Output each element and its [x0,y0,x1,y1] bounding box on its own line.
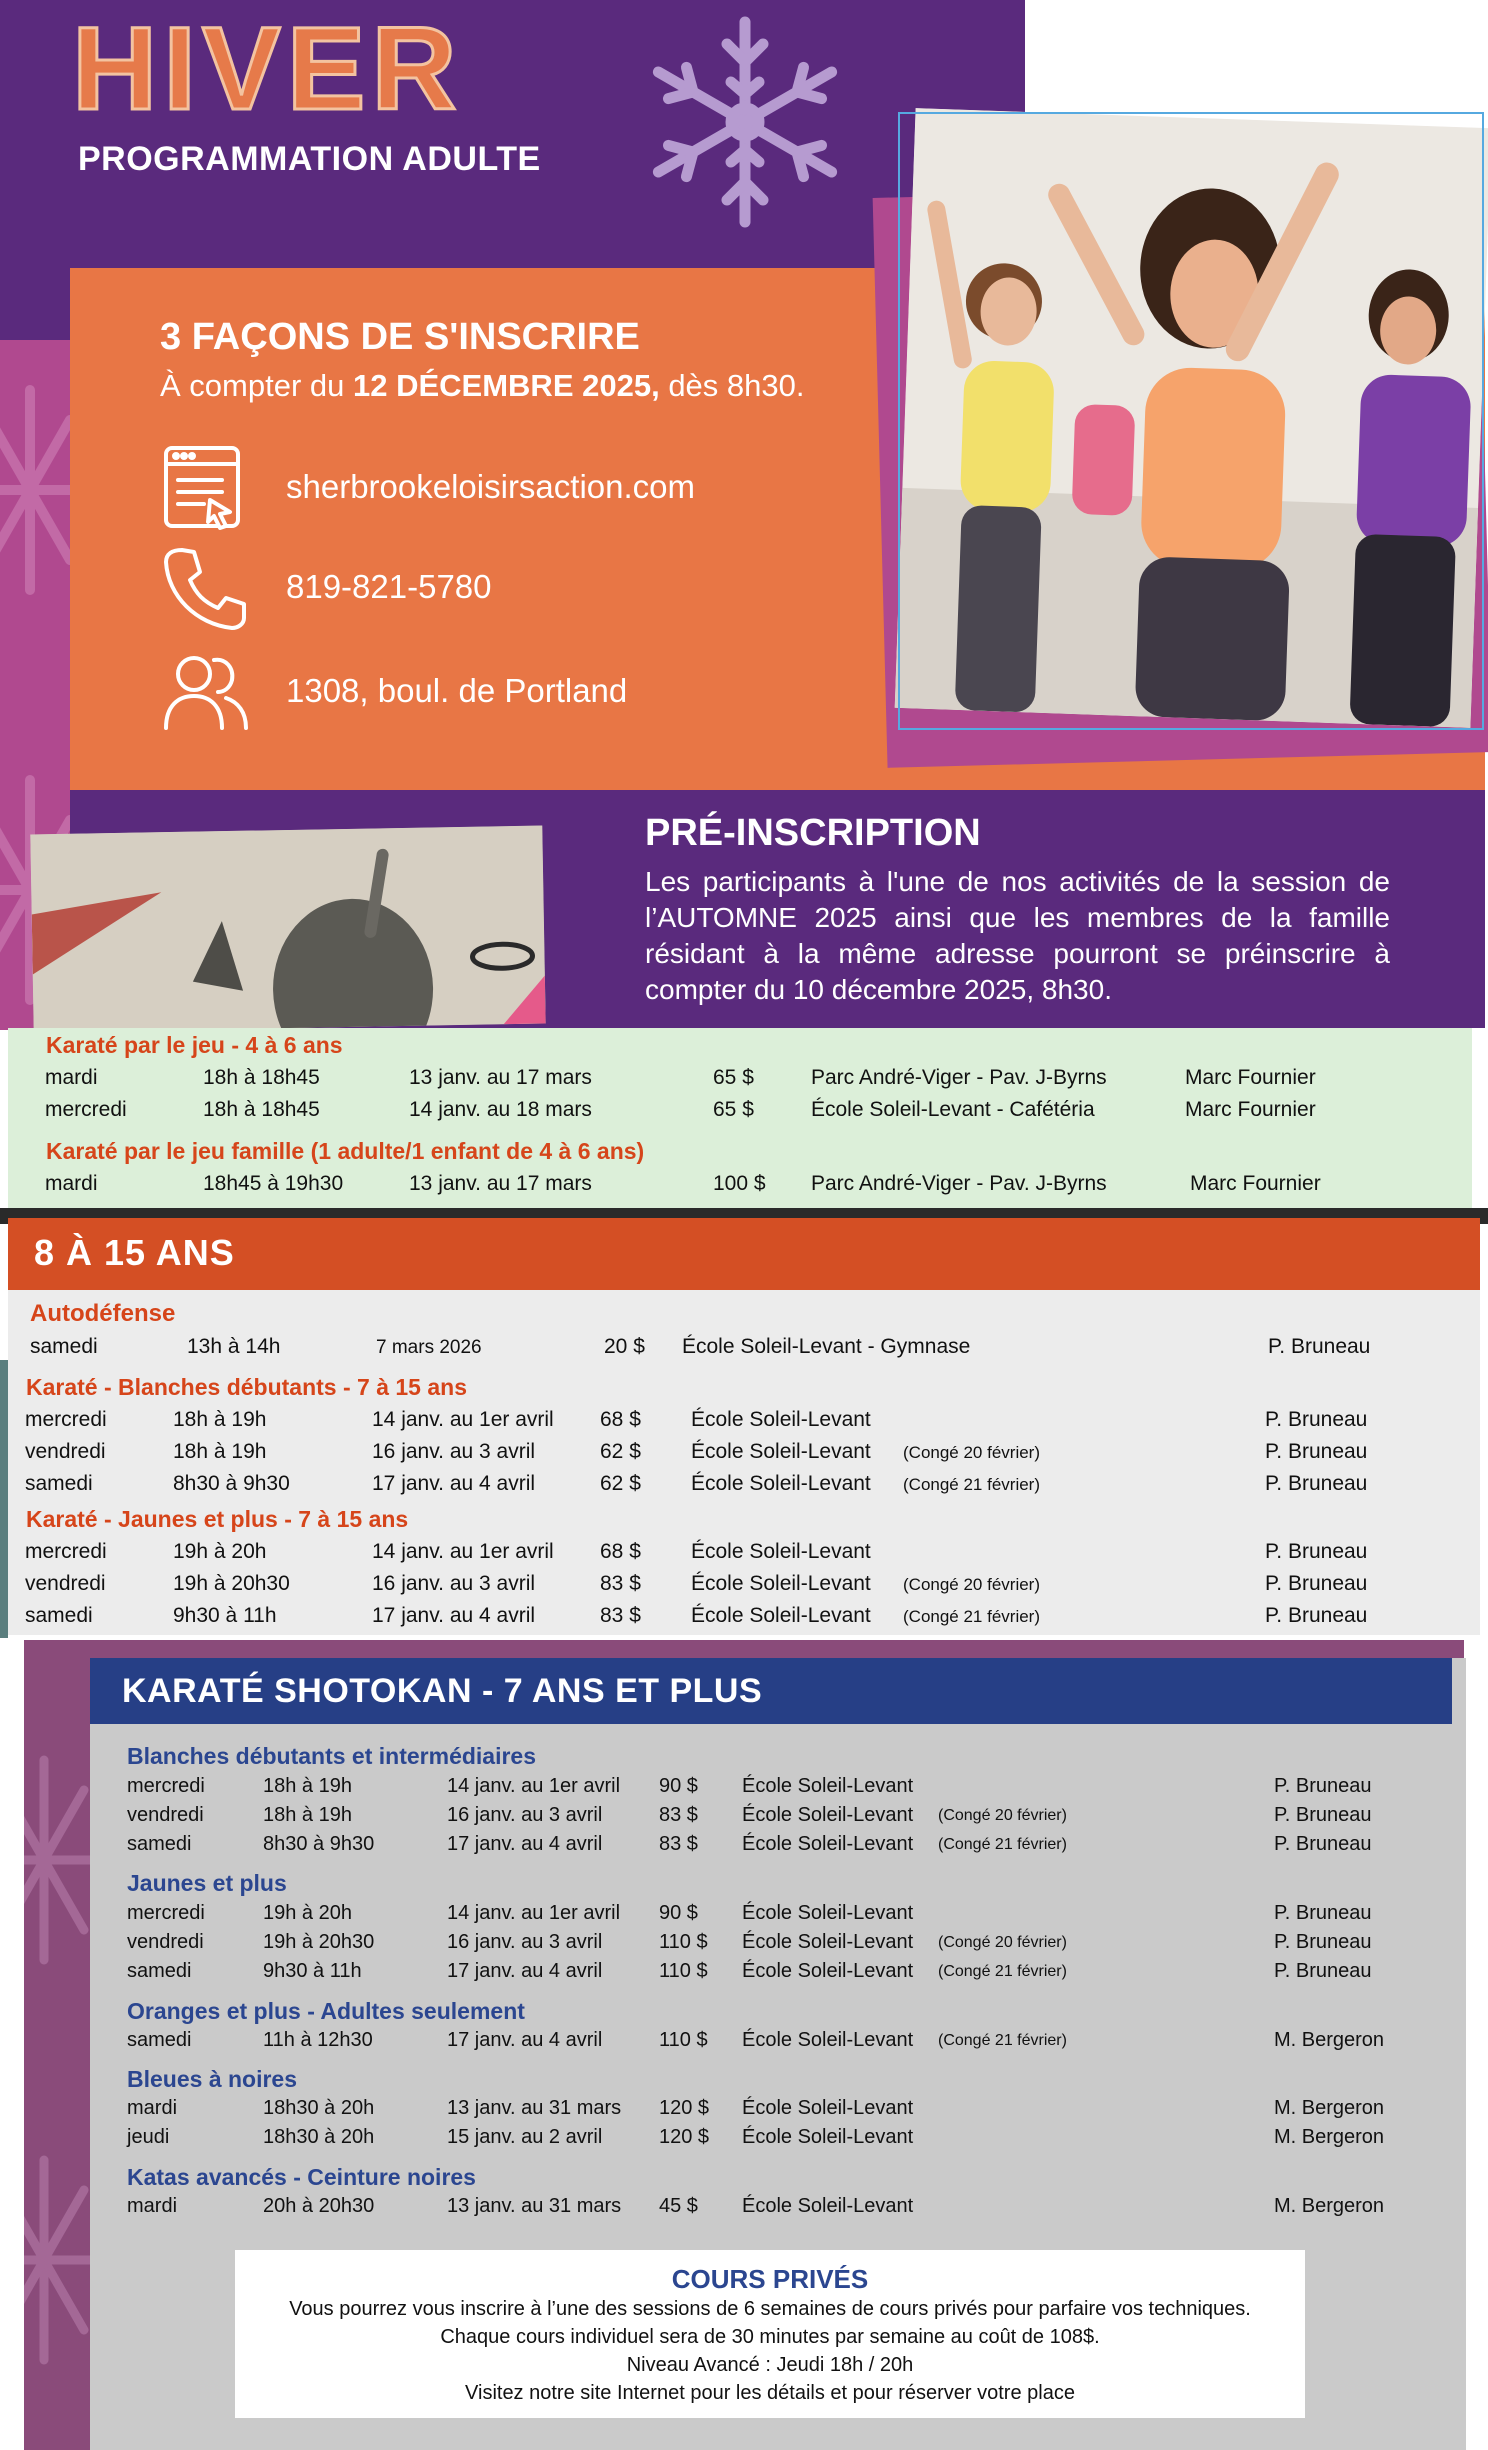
table-row: mercredi 19h à 20h 14 janv. au 1er avril 90 $ École Soleil-Levant P. Bruneau [127,1902,1372,1924]
registration-phone-text[interactable]: 819-821-5780 [286,568,492,605]
autodefense-title: Autodéfense [30,1300,176,1327]
registration-inperson[interactable] [160,646,627,736]
registration-date-bold: 12 DÉCEMBRE 2025, [353,368,660,403]
table-row: mercredi 19h à 20h 14 janv. au 1er avril 68 $ École Soleil-Levant P. Bruneau [25,1540,1368,1563]
table-row: samedi 9h30 à 11h 17 janv. au 4 avril 110 $ École Soleil-Levant (Congé 21 février) P. Bruneau [127,1960,1372,1982]
dog-photo [30,826,545,1033]
table-row: samedi 11h à 12h30 17 janv. au 4 avril 110 $ École Soleil-Levant (Congé 21 février) M. Bergeron [127,2029,1385,2051]
snowflake-icon [622,10,868,235]
table-row: mardi 18h à 18h45 13 janv. au 17 mars 65 $ Parc André-Viger - Pav. J-Byrns Marc Fournier [45,1066,1316,1089]
registration-phone[interactable] [160,542,492,632]
table-row: samedi 8h30 à 9h30 17 janv. au 4 avril 83 $ École Soleil-Levant (Congé 21 février) P. Bruneau [127,1833,1372,1855]
table-row: samedi 9h30 à 11h 17 janv. au 4 avril 83 $ École Soleil-Levant (Congé 21 février) P. Bruneau [25,1604,1368,1627]
registration-date-prefix: À compter du [160,368,345,403]
private-lessons-line: Vous pourrez vous inscrire à l’une des sessions de 6 semaines de cours privés pour parfaire vos techniques. [289,2298,1251,2320]
private-lessons-line: Chaque cours individuel sera de 30 minutes par semaine au coût de 108$. [440,2326,1100,2348]
registration-date-suffix: dès 8h30. [668,368,805,403]
private-lessons-line: Visitez notre site Internet pour les détails et pour réserver votre place [465,2382,1075,2404]
registration-web-text[interactable]: sherbrookeloisirsaction.com [286,468,696,505]
phone-icon [160,542,250,632]
table-row: samedi 13h à 14h 7 mars 2026 20 $ École Soleil-Levant - Gymnase P. Bruneau [30,1335,1371,1358]
table-row: vendredi 19h à 20h30 16 janv. au 3 avril 83 $ École Soleil-Levant (Congé 20 février) P. Bruneau [25,1572,1368,1595]
kids-group2-title: Karaté par le jeu famille (1 adulte/1 enfant de 4 à 6 ans) [46,1138,645,1164]
photo-frame [898,112,1484,730]
shotokan-group-title: Oranges et plus - Adultes seulement [127,1998,525,2024]
hero-subtitle: PROGRAMMATION ADULTE [78,140,541,178]
section-title-shotokan: KARATÉ SHOTOKAN - 7 ANS ET PLUS [122,1672,763,1710]
section-band-shotokan [90,1658,1452,1724]
table-row: mardi 20h à 20h30 13 janv. au 31 mars 45 $ École Soleil-Levant M. Bergeron [127,2195,1385,2217]
private-lessons-title: COURS PRIVÉS [671,2264,869,2294]
registration-web[interactable] [160,442,695,532]
table-row: mercredi 18h à 18h45 14 janv. au 18 mars 65 $ École Soleil-Levant - Cafétéria Marc Fournier [45,1098,1316,1121]
table-row: mardi 18h30 à 20h 13 janv. au 31 mars 120 $ École Soleil-Levant M. Bergeron [127,2097,1385,2119]
table-row: samedi 8h30 à 9h30 17 janv. au 4 avril 62 $ École Soleil-Levant (Congé 21 février) P. Bruneau [25,1472,1368,1495]
table-row: vendredi 19h à 20h30 16 janv. au 3 avril 110 $ École Soleil-Levant (Congé 20 février) P. Bruneau [127,1931,1372,1953]
jaunes-title: Karaté - Jaunes et plus - 7 à 15 ans [26,1506,409,1532]
snowflake-decor-icon [0,360,70,620]
private-lessons-box [235,2250,1305,2418]
people-icon [160,646,250,736]
shotokan-group-title: Bleues à noires [127,2066,298,2092]
shotokan-group-title: Blanches débutants et intermédiaires [127,1743,537,1769]
table-row: mardi 18h45 à 19h30 13 janv. au 17 mars 100 $ Parc André-Viger - Pav. J-Byrns Marc Fournier [45,1172,1321,1195]
blanches-title: Karaté - Blanches débutants - 7 à 15 ans [26,1374,467,1400]
web-form-icon [160,442,250,532]
table-row: mercredi 18h à 19h 14 janv. au 1er avril 68 $ École Soleil-Levant P. Bruneau [25,1408,1368,1431]
registration-title: 3 FAÇONS DE S'INSCRIRE [160,316,640,358]
private-lessons-line: Niveau Avancé : Jeudi 18h / 20h [626,2354,914,2376]
shotokan-group-title: Katas avancés - Ceinture noires [127,2164,476,2190]
shotokan-group-title: Jaunes et plus [127,1870,287,1896]
registration-address-text: 1308, boul. de Portland [286,672,628,709]
preinscription-title: PRÉ-INSCRIPTION [645,812,981,854]
hero-title: HIVER [72,3,463,135]
table-row: vendredi 18h à 19h 16 janv. au 3 avril 83 $ École Soleil-Levant (Congé 20 février) P. Bruneau [127,1804,1372,1826]
table-row: mercredi 18h à 19h 14 janv. au 1er avril 90 $ École Soleil-Levant P. Bruneau [127,1775,1372,1797]
table-row: jeudi 18h30 à 20h 15 janv. au 2 avril 120 $ École Soleil-Levant M. Bergeron [127,2126,1385,2148]
preinscription-text: Les participants à l'une de nos activités de la session de l’AUTOMNE 2025 ainsi que les membres de la famille résidant à la même adresse pourront se préinscrire à compter du 10 décembre 2025, 8h30. [645,866,1390,1005]
table-row: vendredi 18h à 19h 16 janv. au 3 avril 62 $ École Soleil-Levant (Congé 20 février) P. Bruneau [25,1440,1368,1463]
section-title-8-15: 8 À 15 ANS [34,1232,235,1273]
section-band-8-15 [8,1218,1480,1290]
kids-group1-title: Karaté par le jeu - 4 à 6 ans [46,1032,343,1058]
registration-date [160,368,804,404]
